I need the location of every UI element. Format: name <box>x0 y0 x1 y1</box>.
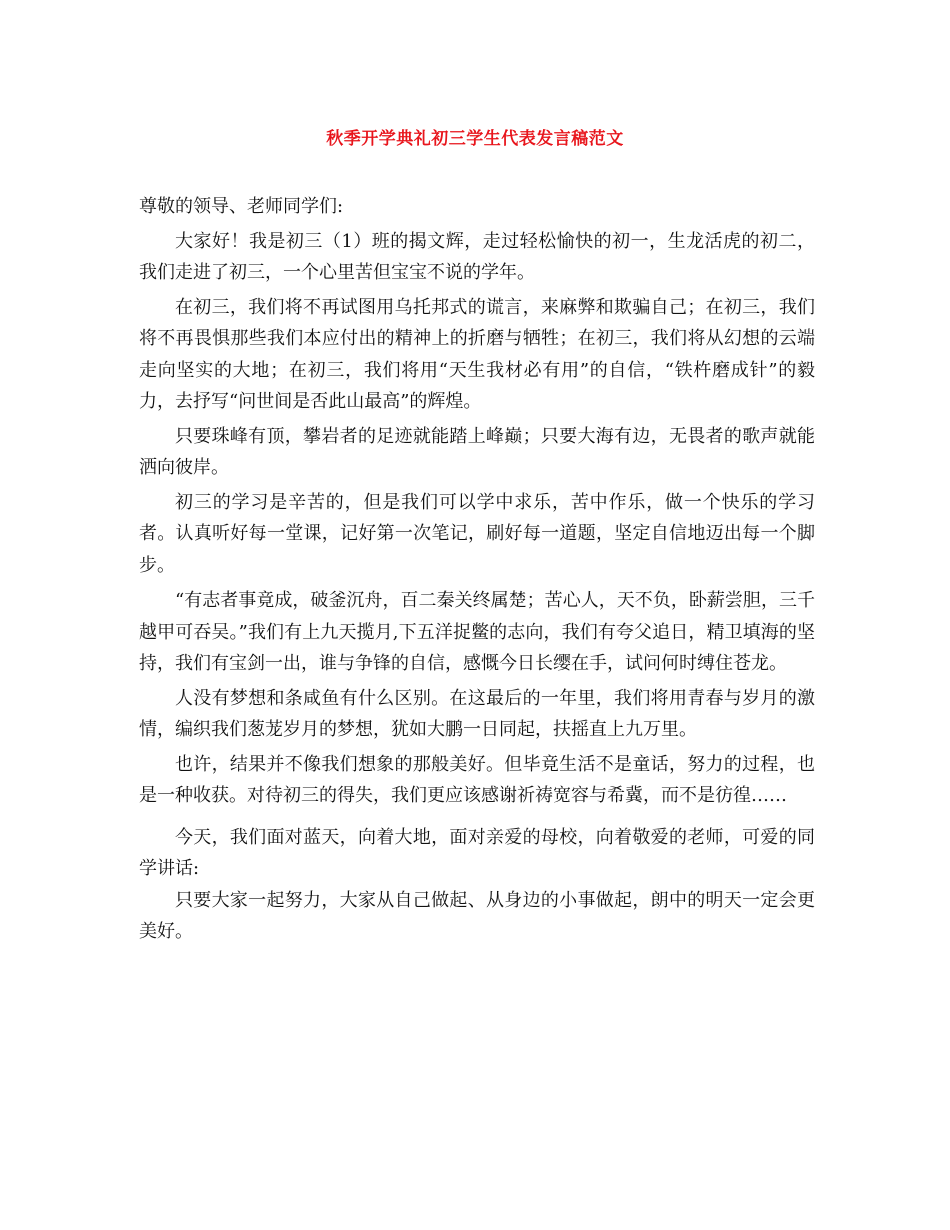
paragraph-summit: 只要珠峰有顶，攀岩者的足迹就能踏上峰巅；只要大海有边，无畏者的歌声就能洒向彼岸。 <box>139 425 815 478</box>
paragraph-closing: 只要大家一起努力，大家从自己做起、从身边的小事做起，朗中的明天一定会更美好。 <box>139 889 815 942</box>
paragraph-dream: 人没有梦想和条咸鱼有什么区别。在这最后的一年里，我们将用青春与岁月的激情，编织我们葱茏岁月的梦想，犹如大鹏一日同起，扶摇直上九万里。 <box>139 687 815 740</box>
paragraph-outcome: 也许，结果并不像我们想象的那般美好。但毕竟生活不是童话，努力的过程，也是一种收获。对待初三的得失，我们更应该感谢祈祷宽容与希冀，而不是彷徨…… <box>139 753 815 806</box>
salutation: 尊敬的领导、老师同学们: <box>139 196 344 217</box>
paragraph-today: 今天，我们面对蓝天，向着大地，面对亲爱的母校，向着敬爱的老师，可爱的同学讲话: <box>139 826 815 879</box>
paragraph-study: 初三的学习是辛苦的，但是我们可以学中求乐，苦中作乐，做一个快乐的学习者。认真听好每一堂课，记好第一次笔记，刷好每一道题，坚定自信地迈出每一个脚步。 <box>139 491 815 576</box>
paragraph-quote: “有志者事竟成，破釜沉舟，百二秦关终属楚；苦心人，天不负，卧薪尝胆，三千越甲可吞吴。”我们有上九天揽月,下五洋捉鳖的志向，我们有夸父追日，精卫填海的坚持，我们有宝剑一出，谁与争锋的自信，感慨今日长缨在手，试问何时缚住苍龙。 <box>139 590 815 674</box>
paragraph-greeting: 大家好！我是初三（1）班的揭文辉，走过轻松愉快的初一，生龙活虎的初二，我们走进了初三，一个心里苦但宝宝不说的学年。 <box>139 230 815 283</box>
document-title: 秋季开学典礼初三学生代表发言稿范文 <box>326 129 624 149</box>
document-body <box>139 191 815 948</box>
paragraph-resolve: 在初三，我们将不再试图用乌托邦式的谎言，来麻弊和欺骗自己；在初三，我们将不再畏惧那些我们本应付出的精神上的折磨与牺牲；在初三，我们将从幻想的云端走向坚实的大地；在初三，我们将用“天生我材必有用”的自信，“铁杵磨成针”的毅力，去抒写“问世间是否此山最高”的辉煌。 <box>139 296 815 412</box>
